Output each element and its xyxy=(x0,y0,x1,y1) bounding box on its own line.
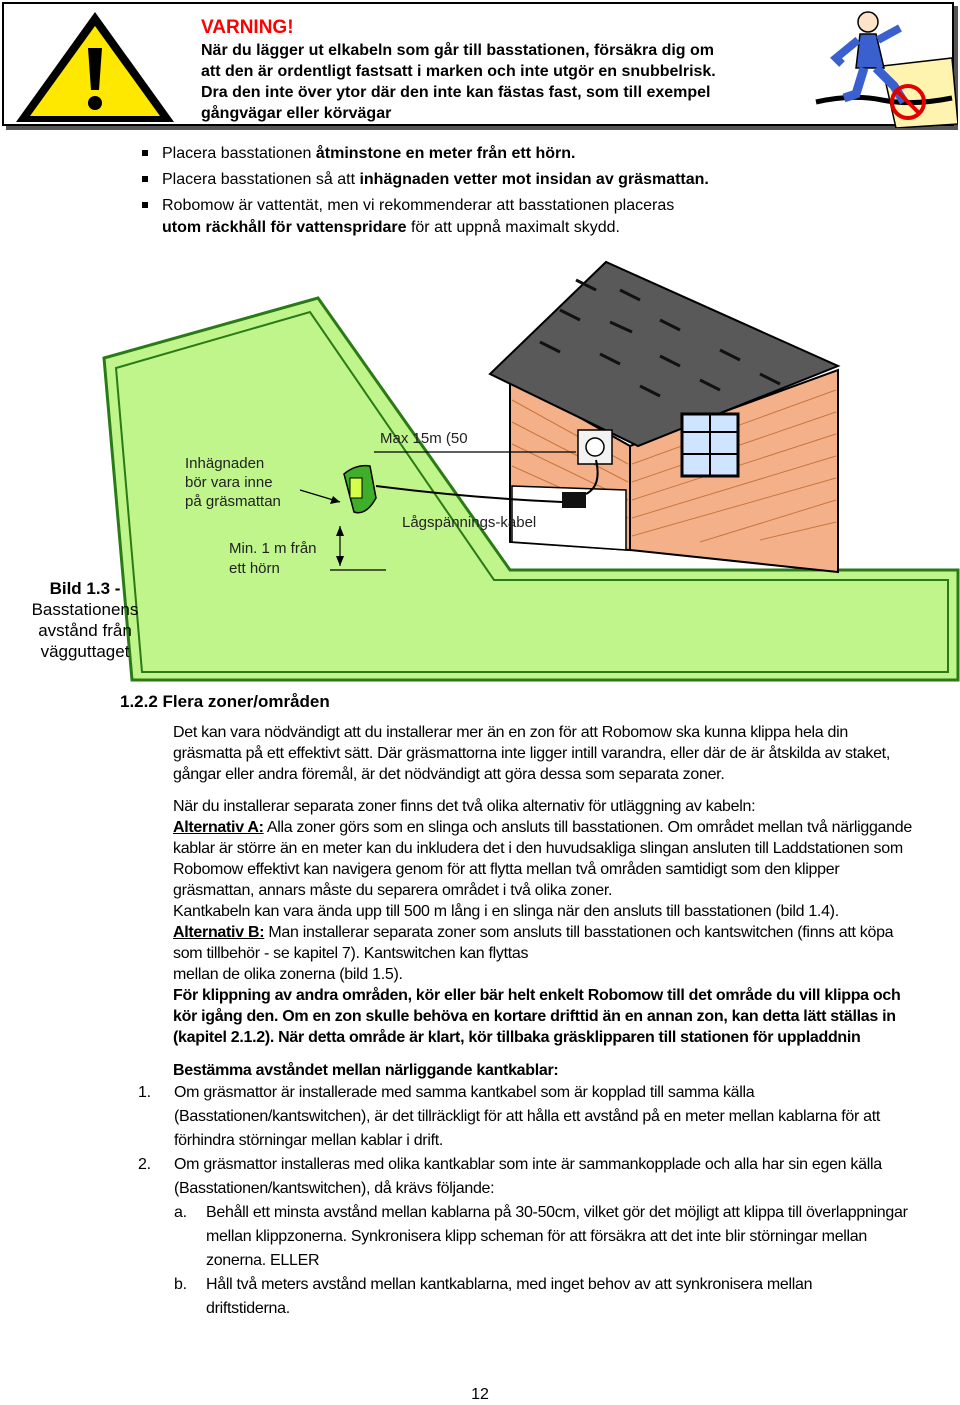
list-item xyxy=(140,195,940,239)
text-line: gångar eller andra föremål, är det nödvändigt att göra dessa som separata zoner. xyxy=(173,766,725,783)
warning-line: att den är ordentligt fastsatt i marken och inte utgör en snubbelrisk. xyxy=(201,63,716,80)
list-letter: b. xyxy=(174,1276,187,1293)
sub-list-item xyxy=(138,1273,953,1321)
bullet-bold-text: utom räckhåll för vattenspridare xyxy=(162,219,407,236)
text-line: driftstiderna. xyxy=(206,1300,290,1317)
paragraph-alternatives xyxy=(173,796,953,1048)
enclosure-label xyxy=(185,454,281,511)
text-line: Om gräsmattor installeras med olika kantkablar som inte är sammankopplade och alla har sin egen källa xyxy=(174,1156,882,1173)
text-line: Håll två meters avstånd mellan kantkablarna, med inget behov av att synkronisera mellan xyxy=(206,1276,813,1293)
alternative-a-label: Alternativ A: xyxy=(173,819,264,836)
figure-caption xyxy=(20,578,150,662)
numbered-list xyxy=(138,1081,953,1321)
bullet-text: Robomow är vattentät, men vi rekommenderar att basstationen placeras xyxy=(162,197,675,214)
bullet-bold-text: åtminstone en meter från ett hörn. xyxy=(315,145,576,162)
text-line: kablar är större än en meter kan du inkludera det i den huvudsakliga slingan ansluten till Laddstationen som xyxy=(173,840,903,857)
bullet-text: Placera basstationen så att xyxy=(162,171,360,188)
warning-line: När du lägger ut elkabeln som går till basstationen, försäkra dig om xyxy=(201,42,715,59)
sub-list-item xyxy=(138,1201,953,1273)
distance-heading: Bestämma avståndet mellan närliggande kantkablar: xyxy=(173,1062,559,1079)
caption-line: avstånd från xyxy=(38,621,132,640)
text-line: mellan klippzonerna. Synkronisera klipp scheman för att försäkra att det inte blir störningar mellan xyxy=(206,1228,868,1245)
text-line: (kapitel 2.1.2). När detta område är klart, kör tillbaka gräsklipparen till stationen för uppladdnin xyxy=(173,1029,861,1046)
list-number: 1. xyxy=(138,1084,151,1101)
warning-line: gångvägar eller körvägar xyxy=(201,105,392,122)
text-line: zonerna. ELLER xyxy=(206,1252,320,1269)
text-line: som tillbehör - se kapitel 7). Kantswitchen kan flyttas xyxy=(173,945,529,962)
alternative-b-label: Alternativ B: xyxy=(173,924,265,941)
label-line: Inhägnaden xyxy=(185,455,265,472)
list-item xyxy=(138,1081,953,1153)
text-line: gräsmattan, annars måste du separera området i två olika zoner. xyxy=(173,882,613,899)
tripping-man-illustration xyxy=(812,6,958,128)
label-line: bör vara inne xyxy=(185,474,273,491)
bullet-bold-text: inhägnaden vetter mot insidan av gräsmattan. xyxy=(359,171,709,188)
label-line: ett hörn xyxy=(229,560,280,577)
text-line: (Basstationen/kantswitchen), är det tillräckligt för att hålla ett avstånd på en meter mellan kablarna för att xyxy=(174,1108,881,1125)
list-number: 2. xyxy=(138,1156,151,1173)
placement-bullets xyxy=(140,143,940,243)
text-line: mellan de olika zonerna (bild 1.5). xyxy=(173,966,403,983)
text-line: När du installerar separata zoner finns det två olika alternativ för utläggning av kabeln: xyxy=(173,798,756,815)
label-line: på gräsmattan xyxy=(185,493,281,510)
warning-title: VARNING! xyxy=(201,17,294,38)
text-line: Om gräsmattor är installerade med samma kantkabel som är kopplad till samma källa xyxy=(174,1084,755,1101)
warning-box xyxy=(2,2,954,126)
text-line: Kantkabeln kan vara ända upp till 500 m lång i en slinga när den ansluts till basstationen (bild 1.4). xyxy=(173,903,839,920)
bullet-square-icon xyxy=(142,150,148,156)
bullet-text: Placera basstationen xyxy=(162,145,316,162)
label-line: Min. 1 m från xyxy=(229,540,317,557)
list-letter: a. xyxy=(174,1204,187,1221)
power-supply xyxy=(562,492,586,508)
text-line: Det kan vara nödvändigt att du installerar mer än en zon för att Robomow ska kunna klippa hela din xyxy=(173,724,849,741)
warning-triangle-icon xyxy=(10,8,180,126)
bullet-text: för att uppnå maximalt skydd. xyxy=(406,219,620,236)
paragraph-1 xyxy=(173,722,953,785)
cable-label: Lågspännings-kabel xyxy=(402,514,537,531)
text-line: Behåll ett minsta avstånd mellan kablarna på 30-50cm, vilket gör det möjligt att klippa till överlappningar xyxy=(206,1204,908,1221)
warning-line: Dra den inte över ytor där den inte kan fästas fast, som till exempel xyxy=(201,84,711,101)
text-line: kör igång den. Om en zon skulle behöva en kortare drifttid än en annan zon, kan detta lätt ställas in xyxy=(173,1008,896,1025)
text-line: Man installerar separata zoner som ansluts till basstationen och kantswitchen (finns att köpa xyxy=(264,924,894,941)
text-line: gräsmatta på ett effektivt sätt. Där gräsmattorna inte ligger intill varandra, eller där de är åtskilda av staket, xyxy=(173,745,890,762)
list-item xyxy=(138,1153,953,1201)
caption-line: vägguttaget xyxy=(40,642,130,661)
list-item xyxy=(140,143,940,165)
bullet-square-icon xyxy=(142,202,148,208)
text-line: Robomow effektivt kan navigera genom för att flytta mellan två områden samtidigt som den klipper xyxy=(173,861,840,878)
section-heading: 1.2.2 Flera zoner/områden xyxy=(120,692,330,711)
text-line: förhindra störningar mellan kablar i drift. xyxy=(174,1132,444,1149)
bullet-square-icon xyxy=(142,176,148,182)
caption-line: Bild 1.3 - xyxy=(49,579,121,598)
caption-line: Basstationens xyxy=(31,600,139,619)
warning-text xyxy=(201,16,801,124)
max-distance-label: Max 15m (50 xyxy=(380,430,468,447)
text-line: Alla zoner görs som en slinga och ansluts till basstationen. Om området mellan två närliggande xyxy=(263,819,912,836)
text-line: För klippning av andra områden, kör eller bär helt enkelt Robomow till det område du vill klippa och xyxy=(173,987,901,1004)
min-distance-label xyxy=(229,539,317,579)
text-line: (Basstationen/kantswitchen), då krävs följande: xyxy=(174,1180,495,1197)
list-item xyxy=(140,169,940,191)
page-number: 12 xyxy=(471,1386,489,1403)
